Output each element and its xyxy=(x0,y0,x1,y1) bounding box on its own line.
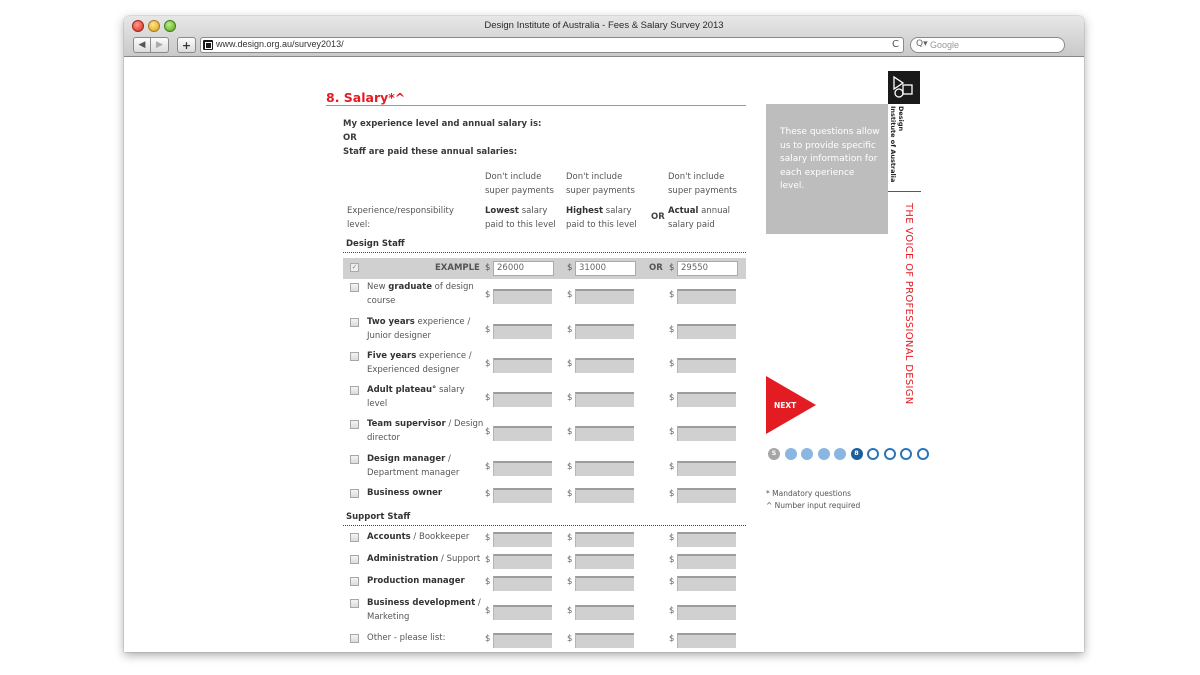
forward-arrow-icon: ▶ xyxy=(156,40,163,50)
intro-line: My experience level and annual salary is: xyxy=(343,119,542,129)
currency-symbol: $ xyxy=(567,634,573,644)
row-label: Production manager xyxy=(367,576,465,586)
lowest-note: Don't include super payments xyxy=(485,172,554,196)
currency-symbol: $ xyxy=(485,427,491,437)
salary-row xyxy=(343,531,746,549)
info-text: These questions allow us to provide specific salary information for each experience level. xyxy=(780,127,880,191)
actual-salary-input[interactable] xyxy=(677,289,736,304)
currency-symbol: $ xyxy=(485,634,491,644)
highest-salary-input[interactable] xyxy=(575,605,634,620)
mandatory-note: * Mandatory questions xyxy=(766,489,852,498)
salary-row xyxy=(343,350,746,380)
row-checkbox[interactable] xyxy=(350,489,359,498)
currency-symbol: $ xyxy=(485,325,491,335)
tagline-text: THE VOICE OF PROFESSIONAL DESIGN xyxy=(903,203,914,405)
brand-name xyxy=(890,106,920,186)
currency-symbol: $ xyxy=(485,462,491,472)
currency-symbol: $ xyxy=(669,290,675,300)
currency-symbol: $ xyxy=(669,634,675,644)
actual-salary-input[interactable] xyxy=(677,324,736,339)
currency-symbol: $ xyxy=(485,393,491,403)
currency-symbol: $ xyxy=(669,533,675,543)
add-bookmark-button[interactable] xyxy=(177,37,196,53)
actual-salary-input[interactable] xyxy=(677,358,736,373)
salary-row xyxy=(343,384,746,414)
progress-step-current[interactable]: 8 xyxy=(851,448,863,460)
salary-row xyxy=(343,453,746,483)
highest-salary-input[interactable] xyxy=(575,554,634,569)
lowest-salary-input[interactable] xyxy=(493,358,552,373)
search-placeholder: Google xyxy=(930,40,960,50)
actual-salary-input[interactable] xyxy=(677,532,736,547)
row-checkbox[interactable] xyxy=(350,455,359,464)
currency-symbol: $ xyxy=(485,577,491,587)
example-actual-value: 29550 xyxy=(677,261,738,276)
currency-symbol: $ xyxy=(567,462,573,472)
search-field[interactable] xyxy=(910,37,1065,53)
row-checkbox[interactable] xyxy=(350,577,359,586)
highest-salary-input[interactable] xyxy=(575,532,634,547)
lowest-salary-input[interactable] xyxy=(493,554,552,569)
lowest-salary-input[interactable] xyxy=(493,426,552,441)
row-label: Team supervisor / Design director xyxy=(367,419,484,443)
salary-row xyxy=(343,281,746,311)
brand-divider xyxy=(888,191,921,192)
highest-salary-input[interactable] xyxy=(575,488,634,503)
design-staff-heading: Design Staff xyxy=(346,239,405,249)
currency-symbol: $ xyxy=(567,577,573,587)
salary-row xyxy=(343,316,746,346)
logo-shapes-icon xyxy=(892,75,916,100)
currency-symbol: $ xyxy=(485,263,491,273)
highest-note: Don't include super payments xyxy=(566,172,635,196)
example-or: OR xyxy=(649,263,663,273)
currency-symbol: $ xyxy=(669,325,675,335)
example-checkbox: ✓ xyxy=(351,263,358,271)
progress-step-done[interactable] xyxy=(785,448,797,460)
currency-symbol: $ xyxy=(669,359,675,369)
lowest-salary-input[interactable] xyxy=(493,392,552,407)
row-label: Design manager / Department manager xyxy=(367,454,460,478)
currency-symbol: $ xyxy=(567,427,573,437)
row-label: Two years experience / Junior designer xyxy=(367,317,471,341)
browser-window xyxy=(124,16,1084,652)
support-staff-heading: Support Staff xyxy=(346,512,411,522)
row-label: Administration / Support xyxy=(367,554,481,564)
highest-salary-input[interactable] xyxy=(575,461,634,476)
lowest-salary-input[interactable] xyxy=(493,532,552,547)
brand-name-line: Institute of Australia xyxy=(889,106,897,183)
currency-symbol: $ xyxy=(485,555,491,565)
highest-salary-input[interactable] xyxy=(575,392,634,407)
reload-icon[interactable]: C xyxy=(892,39,899,50)
brand-name-line: Design xyxy=(897,106,905,132)
experience-column-header: Experience/responsibility level: xyxy=(347,206,454,230)
lowest-salary-input[interactable] xyxy=(493,576,552,591)
currency-symbol: $ xyxy=(669,489,675,499)
currency-symbol: $ xyxy=(567,533,573,543)
row-label: Other - please list: xyxy=(367,633,446,643)
currency-symbol: $ xyxy=(567,555,573,565)
actual-salary-input[interactable] xyxy=(677,576,736,591)
next-button[interactable] xyxy=(766,376,818,434)
salary-row xyxy=(343,575,746,593)
progress-step-done[interactable] xyxy=(834,448,846,460)
actual-salary-input[interactable] xyxy=(677,392,736,407)
lowest-salary-input[interactable] xyxy=(493,461,552,476)
window-title: Design Institute of Australia - Fees & Salary Survey 2013 xyxy=(484,20,724,31)
progress-step-todo[interactable] xyxy=(867,448,879,460)
support-staff-divider xyxy=(343,525,746,526)
salary-row xyxy=(343,553,746,571)
actual-salary-input[interactable] xyxy=(677,633,736,648)
or-column-header: OR xyxy=(651,212,665,222)
currency-symbol: $ xyxy=(669,606,675,616)
currency-symbol: $ xyxy=(567,606,573,616)
row-label: Five years experience / Experienced designer xyxy=(367,351,472,375)
currency-symbol: $ xyxy=(485,290,491,300)
search-icon: Q▾ xyxy=(916,39,928,49)
lowest-salary-input[interactable] xyxy=(493,605,552,620)
example-lowest-value: 26000 xyxy=(493,261,554,276)
row-checkbox[interactable] xyxy=(350,283,359,292)
example-row xyxy=(343,258,746,279)
currency-symbol: $ xyxy=(567,263,573,273)
intro-or: OR xyxy=(343,133,357,143)
row-checkbox[interactable] xyxy=(350,555,359,564)
address-bar[interactable] xyxy=(200,37,904,53)
highest-salary-input[interactable] xyxy=(575,426,634,441)
section-title: 8. Salary*^ xyxy=(326,90,406,105)
lowest-salary-input[interactable] xyxy=(493,289,552,304)
tagline xyxy=(900,203,920,403)
highest-salary-input[interactable] xyxy=(575,576,634,591)
highest-salary-input[interactable] xyxy=(575,324,634,339)
info-box xyxy=(766,104,888,234)
back-button[interactable] xyxy=(133,37,151,53)
plus-icon: + xyxy=(181,38,192,52)
currency-symbol: $ xyxy=(485,606,491,616)
salary-row xyxy=(343,418,746,448)
currency-symbol: $ xyxy=(669,462,675,472)
lowest-salary-input[interactable] xyxy=(493,633,552,648)
highest-column-header: Highest salary paid to this level xyxy=(566,206,637,230)
progress-step-todo[interactable] xyxy=(917,448,929,460)
currency-symbol: $ xyxy=(669,427,675,437)
progress-step-done[interactable] xyxy=(801,448,813,460)
actual-salary-input[interactable] xyxy=(677,605,736,620)
actual-column-header: Actual annual salary paid xyxy=(668,206,731,230)
row-label: Adult plateau° salary level xyxy=(367,385,465,409)
row-label: Business owner xyxy=(367,488,443,498)
row-label: New graduate of design course xyxy=(367,282,474,306)
row-checkbox[interactable] xyxy=(350,318,359,327)
currency-symbol: $ xyxy=(669,393,675,403)
salary-row xyxy=(343,597,746,627)
currency-symbol: $ xyxy=(567,489,573,499)
currency-symbol: $ xyxy=(669,263,675,273)
currency-symbol: $ xyxy=(669,577,675,587)
currency-symbol: $ xyxy=(485,359,491,369)
highest-salary-input[interactable] xyxy=(575,289,634,304)
forward-button[interactable] xyxy=(151,37,169,53)
next-label: NEXT xyxy=(774,401,797,410)
currency-symbol: $ xyxy=(567,325,573,335)
progress-step-todo[interactable] xyxy=(900,448,912,460)
back-arrow-icon: ◀ xyxy=(138,40,146,50)
intro-line: Staff are paid these annual salaries: xyxy=(343,147,518,157)
title-divider xyxy=(326,105,746,106)
lowest-column-header: Lowest salary paid to this level xyxy=(485,206,556,230)
highest-salary-input[interactable] xyxy=(575,633,634,648)
currency-symbol: $ xyxy=(485,489,491,499)
row-checkbox[interactable] xyxy=(350,533,359,542)
salary-row xyxy=(343,487,746,505)
browser-toolbar xyxy=(124,16,1084,57)
currency-symbol: $ xyxy=(567,393,573,403)
highest-salary-input[interactable] xyxy=(575,358,634,373)
actual-note: Don't include super payments xyxy=(668,172,737,196)
row-checkbox[interactable] xyxy=(350,352,359,361)
lowest-salary-input[interactable] xyxy=(493,488,552,503)
lowest-salary-input[interactable] xyxy=(493,324,552,339)
progress-step-start[interactable]: S xyxy=(768,448,780,460)
row-checkbox[interactable] xyxy=(350,420,359,429)
currency-symbol: $ xyxy=(567,290,573,300)
number-input-note: ^ Number input required xyxy=(766,501,861,510)
site-favicon-icon xyxy=(203,40,213,50)
actual-salary-input[interactable] xyxy=(677,488,736,503)
page-content xyxy=(124,58,1084,652)
row-checkbox[interactable] xyxy=(350,386,359,395)
progress-step-done[interactable] xyxy=(818,448,830,460)
actual-salary-input[interactable] xyxy=(677,554,736,569)
salary-row xyxy=(343,632,746,650)
example-highest-value: 31000 xyxy=(575,261,636,276)
example-label: EXAMPLE xyxy=(435,263,480,273)
currency-symbol: $ xyxy=(669,555,675,565)
currency-symbol: $ xyxy=(567,359,573,369)
currency-symbol: $ xyxy=(485,533,491,543)
actual-salary-input[interactable] xyxy=(677,461,736,476)
url-text[interactable]: www.design.org.au/survey2013/ xyxy=(216,39,344,49)
row-label: Accounts / Bookkeeper xyxy=(367,532,470,542)
actual-salary-input[interactable] xyxy=(677,426,736,441)
design-institute-logo xyxy=(888,71,920,104)
row-label: Business development / Marketing xyxy=(367,598,481,622)
row-checkbox[interactable] xyxy=(350,599,359,608)
row-checkbox[interactable] xyxy=(350,634,359,643)
progress-step-todo[interactable] xyxy=(884,448,896,460)
design-staff-divider xyxy=(343,252,746,253)
